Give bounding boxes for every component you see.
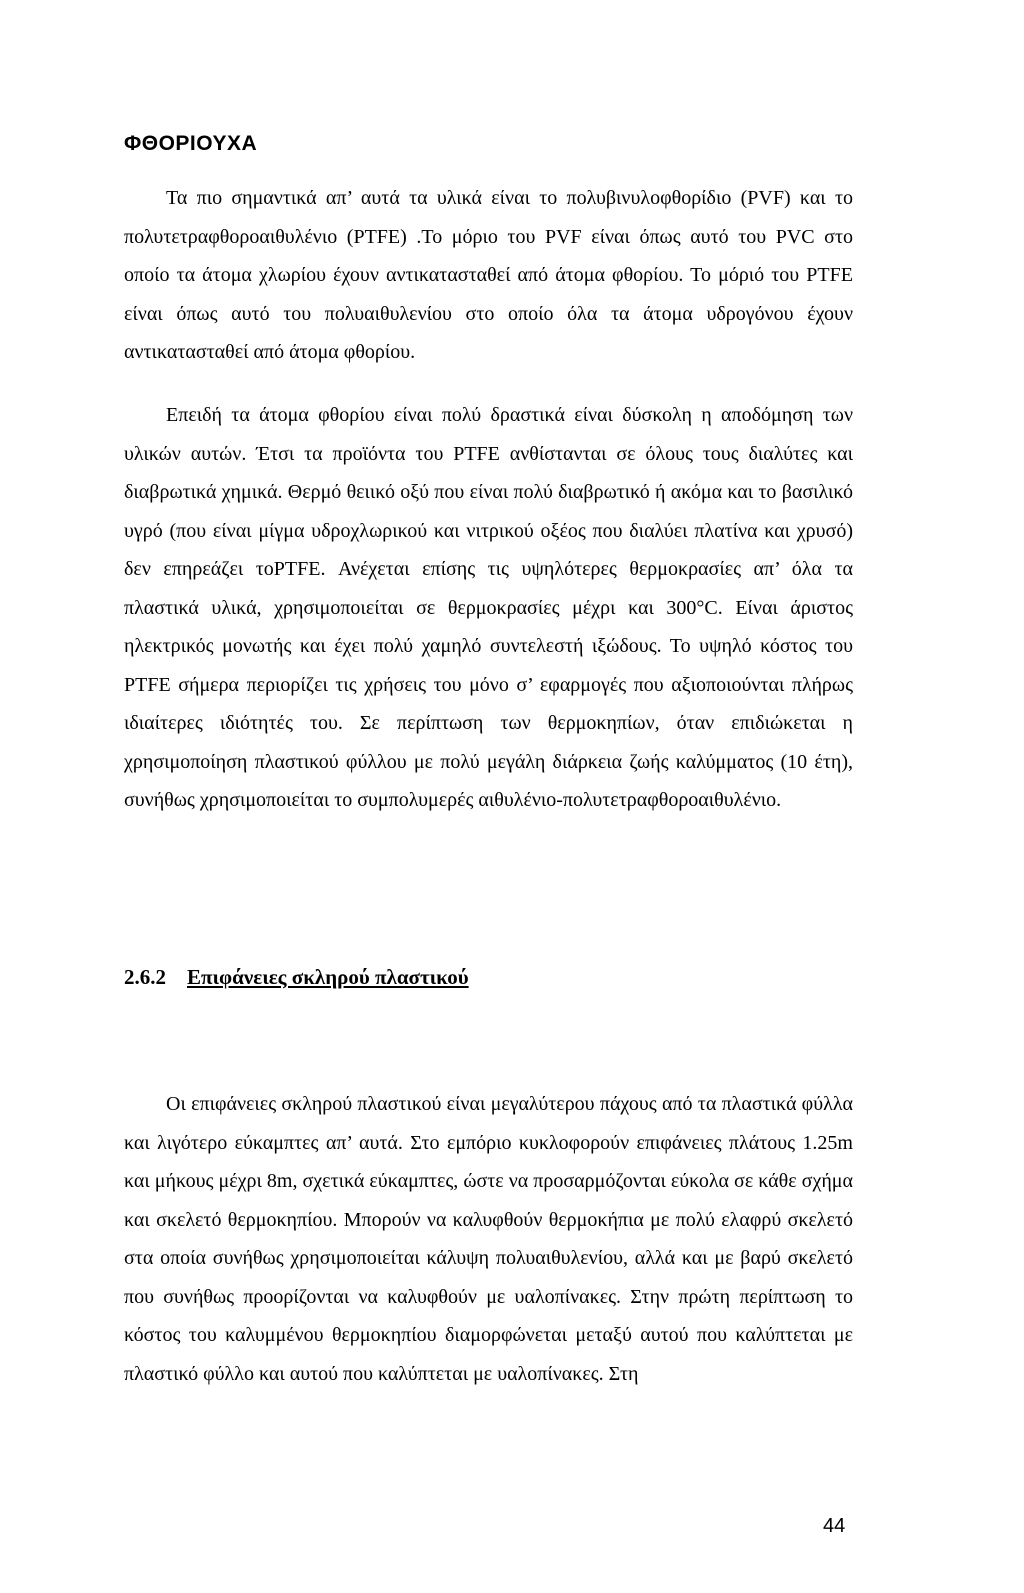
section-heading [124, 965, 469, 990]
paragraph-ptfe-properties: Επειδή τα άτομα φθορίου είναι πολύ δραστικά είναι δύσκολη η αποδόμηση των υλικών αυτών. Έτσι τα προϊόντα του PTFE ανθίστανται σε όλους τους διαλύτες και διαβρωτικά χημικά. Θερμό θειικό οξύ που είναι πολύ διαβρωτικό ή ακόμα και το βασιλικό υγρό (που είναι μίγμα υδροχλωρικού και νιτρικού οξέος που διαλύει πλατίνα και χρυσό) δεν επηρεάζει τοPTFE. Ανέχεται επίσης τις υψηλότερες θερμοκρασίες απ’ όλα τα πλαστικά υλικά, χρησιμοποιείται σε θερμοκρασίες μέχρι και 300°C. Είναι άριστος ηλεκτρικός μονωτής και έχει πολύ χαμηλό συντελεστή ιξώδους. Το υψηλό κόστος του PTFE σήμερα περιορίζει τις χρήσεις του μόνο σ’ εφαρμογές που αξιοποιούνται πλήρως ιδιαίτερες ιδιότητές του. Σε περίπτωση των θερμοκηπίων, όταν επιδιώκεται η χρησιμοποίηση πλαστικού φύλλου με πολύ μεγάλη διάρκεια ζωής καλύμματος (10 έτη), συνήθως χρησιμοποιείται το συμπολυμερές αιθυλένιο-πολυτετραφθοροαιθυλένιο. [124, 404, 853, 811]
page-number: 44 [823, 1515, 846, 1537]
paragraph-hard-plastic: Οι επιφάνειες σκληρού πλαστικού είναι μεγαλύτερου πάχους από τα πλαστικά φύλλα και λιγότερο εύκαμπτες απ’ αυτά. Στο εμπόριο κυκλοφορούν επιφάνειες πλάτους 1.25m και μήκους μέχρι 8m, σχετικά εύκαμπτες, ώστε να προσαρμόζονται εύκολα σε κάθε σχήμα και σκελετό θερμοκηπίου. Μπορούν να καλυφθούν θερμοκήπια με πολύ ελαφρύ σκελετό στα οποία συνήθως χρησιμοποιείται κάλυψη πολυαιθυλενίου, αλλά και με βαρύ σκελετό που συνήθως προορίζονται να καλυφθούν με υαλοπίνακες. Στην πρώτη περίπτωση το κόστος του καλυμμένου θερμοκηπίου διαμορφώνεται μεταξύ αυτού που καλύπτεται με πλαστικό φύλλο και αυτού που καλύπτεται με υαλοπίνακες. Στη [124, 1093, 853, 1385]
paragraph-pvf-ptfe: Τα πιο σημαντικά απ’ αυτά τα υλικά είναι το πολυβινυλοφθορίδιο (PVF) και το πολυτετραφθοροαιθυλένιο (PTFE) .Το μόριο του PVF είναι όπως αυτό του PVC στο οποίο τα άτομα χλωρίου έχουν αντικατασταθεί από άτομα φθορίου. Το μόριό του PTFE είναι όπως αυτό του πολυαιθυλενίου στο οποίο όλα τα άτομα υδρογόνου έχουν αντικατασταθεί από άτομα φθορίου. [124, 187, 853, 363]
section-title-text: Επιφάνειες σκληρού πλαστικού [187, 965, 469, 989]
section-number: 2.6.2 [124, 965, 166, 989]
page-heading: ΦΘΟΡΙΟΥΧΑ [124, 132, 258, 155]
